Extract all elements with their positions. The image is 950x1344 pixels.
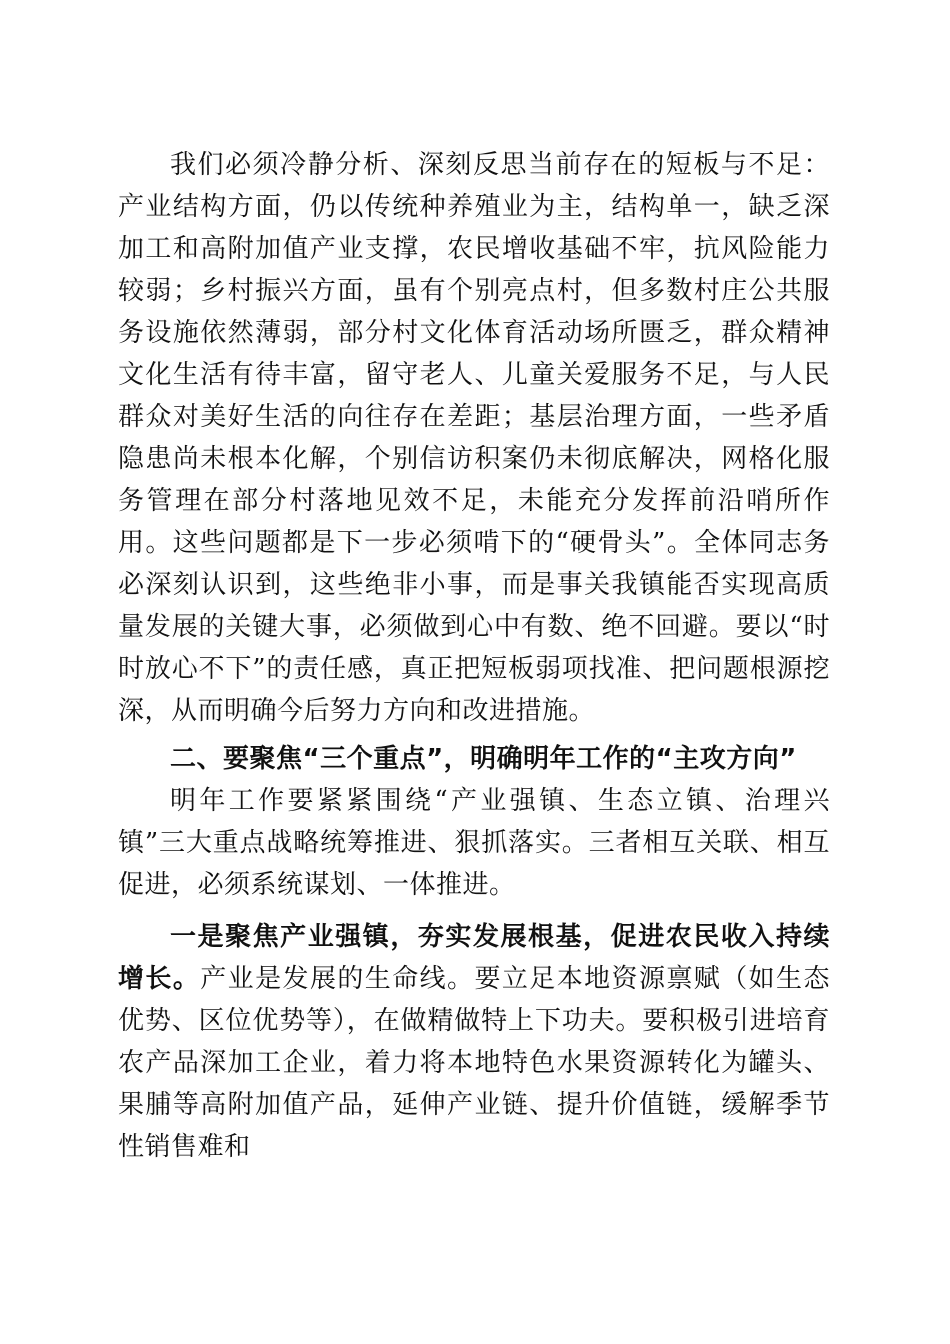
paragraph-industry-lead: 一是聚焦产业强镇，夯实发展根基，促进农民收入持续增长。 <box>118 922 830 994</box>
paragraph-shortcomings: 我们必须冷静分析、深刻反思当前存在的短板与不足：产业结构方面，仍以传统种养殖业为主，结构单一，缺乏深加工和高附加值产业支撑，农民增收基础不牢，抗风险能力较弱；乡村振兴方面，虽有个别亮点村，但多数村庄公共服务设施依然薄弱，部分村文化体育活动场所匮乏，群众精神文化生活有待丰富，留守老人、儿童关爱服务不足，与人民群众对美好生活的向往存在差距；基层治理方面，一些矛盾隐患尚未根本化解，个别信访积案仍未彻底解决，网格化服务管理在部分村落地见效不足，未能充分发挥前沿哨所作用。这些问题都是下一步必须啃下的“硬骨头”。全体同志务必深刻认识到，这些绝非小事，而是事关我镇能否实现高质量发展的关键大事，必须做到心中有数、绝不回避。要以“时时放心不下”的责任感，真正把短板弱项找准、把问题根源挖深，从而明确今后努力方向和改进措施。 <box>118 150 830 726</box>
document-body <box>118 144 830 1168</box>
paragraph-industry-body: 产业是发展的生命线。要立足本地资源禀赋（如生态优势、区位优势等），在做精做特上下功夫。要积极引进培育农产品深加工企业，着力将本地特色水果资源转化为罐头、果脯等高附加值产品，延伸产业链、提升价值链，缓解季节性销售难和 <box>118 964 830 1162</box>
paragraph-three-priorities: 明年工作要紧紧围绕“产业强镇、生态立镇、治理兴镇”三大重点战略统筹推进、狠抓落实。三者相互关联、相互促进，必须系统谋划、一体推进。 <box>118 786 830 900</box>
paragraph-industry <box>118 916 830 1168</box>
section-heading: 二、要聚焦“三个重点”，明确明年工作的“主攻方向” <box>170 744 797 774</box>
